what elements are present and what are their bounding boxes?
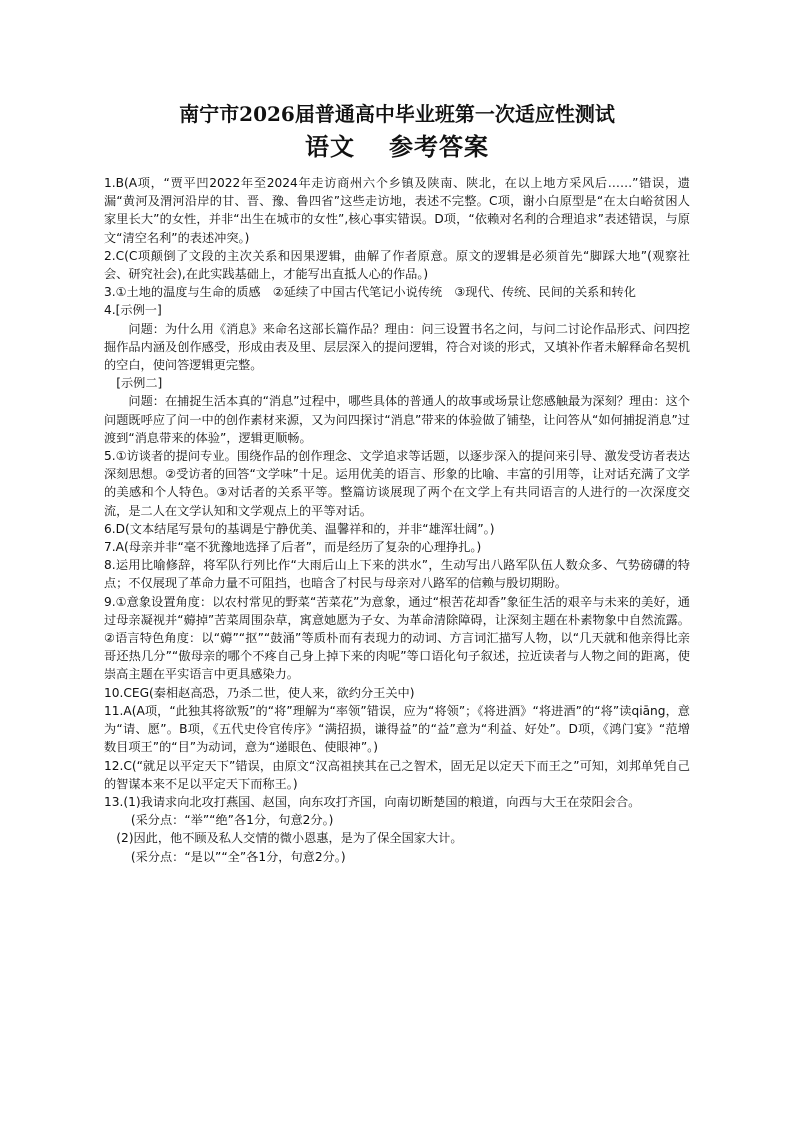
- answer-9: 9.①意象设置角度：以农村常见的野菜“苦菜花”为意象，通过“根苦花却香”象征生活的艰辛与未来的美好，通过母亲凝视并“薅掉”苦菜周围杂草，寓意她愿为子女、为革命清除障碍，让深刻主题在朴素物象中自然流露。②语言特色角度：以“薅”“抠”“鼓涌”等质朴而有表现力的动词、方言词汇描写人物，以“几天就和他亲得比亲哥还热几分”“傲母亲的哪个不疼自己身上掉下来的肉呢”等口语化句子叙述，拉近读者与人物之间的距离，使崇高主题在平实语言中更具感染力。: [104, 594, 690, 682]
- answer-key-label: 参考答案: [389, 132, 489, 161]
- answer-10: 10.CEG(秦相赵高恐，乃杀二世，使人来，欲约分王关中): [104, 685, 415, 700]
- answer-list: [104, 174, 690, 866]
- answer-12: 12.C(“就足以平定天下”错误，由原文“汉高祖挟其在己之智术，固无足以定天下而王之”可知，刘邦单凭自己的智谋本来不足以平定天下而称王。): [104, 758, 690, 791]
- answer-13-part-1: 13.(1)我请求向北攻打燕国、赵国，向东攻打齐国，向南切断楚国的粮道，向西与大王在荥阳会合。: [104, 794, 641, 809]
- answer-6: 6.D(文本结尾写景句的基调是宁静优美、温馨祥和的，并非“雄浑壮阔”。): [104, 521, 495, 536]
- answer-13-part-2-scoring: (采分点：“是以”“全”各1分，句意2分。): [130, 849, 346, 864]
- answer-8: 8.运用比喻修辞，将军队行列比作“大雨后山上下来的洪水”，生动写出八路军队伍人数众多、气势磅礴的特点；不仅展现了革命力量不可阻挡，也暗含了村民与母亲对八路军的信赖与殷切期盼。: [104, 558, 690, 591]
- answer-13-part-2: (2)因此，他不顾及私人交情的微小恩惠，是为了保全国家大计。: [116, 831, 463, 846]
- answer-2: 2.C(C项颠倒了文段的主次关系和因果逻辑，曲解了作者原意。原文的逻辑是必须首先“脚踩大地”(观察社会、研究社会),在此实践基础上，才能写出直抵人心的作品。): [104, 248, 690, 282]
- answer-4-example-1-label: 4.[示例一]: [104, 303, 162, 318]
- answer-7: 7.A(母亲并非“毫不犹豫地选择了后者”，而是经历了复杂的心理挣扎。): [104, 540, 482, 555]
- answer-13-part-1-scoring: (采分点：“举”“绝”各1分，句意2分。): [130, 813, 334, 828]
- answer-key-title: [104, 130, 690, 164]
- answer-4-example-1-text: 问题：为什么用《消息》来命名这部长篇作品？理由：问三设置书名之问，与问二讨论作品形式、问四挖掘作品内涵及创作感受，形成由表及里、层层深入的提问逻辑，符合对谈的形式，又填补作者未解释命名契机的空白，使问答逻辑更完整。: [104, 321, 690, 373]
- answer-5: 5.①访谈者的提问专业。围绕作品的创作理念、文学追求等话题，以逐步深入的提问来引导、激发受访者表达深刻思想。②受访者的回答“文学味”十足。运用优美的语言、形象的比喻、丰富的引用等，让对话充满了文学的美感和个人特色。③对话者的关系平等。整篇访谈展现了两个在文学上有共同语言的人进行的一次深度交流，是二人在文学认知和文学观点上的平等对话。: [104, 449, 690, 518]
- subject-name: 语文: [305, 132, 355, 161]
- answer-3: 3.①土地的温度与生命的质感 ②延续了中国古代笔记小说传统 ③现代、传统、民间的关系和转化: [104, 285, 636, 300]
- answer-4-example-2-text: 问题：在捕捉生活本真的“消息”过程中，哪些具体的普通人的故事或场景让您感触最为深刻？理由：这个问题既呼应了问一中的创作素材来源，又为问四探讨“消息”带来的体验做了铺垫，让问答从“如何捕捉消息”过渡到“消息带来的体验”，逻辑更顺畅。: [104, 394, 690, 445]
- answer-1: 1.B(A项，“贾平凹2022年至2024年走访商州六个乡镇及陕南、陕北，在以上地方采风后……”错误，遗漏“黄河及渭河沿岸的甘、晋、豫、鲁四省”这些走访地，表述不完整。C项，谢小白原型是“在太白峪贫困人家里长大”的女性，并非“出生在城市的女性”,核心事实错误。D项，“依赖对名利的合理追求”表述错误，与原文“清空名利”的表述冲突。): [104, 176, 690, 245]
- exam-title: 南宁市2026届普通高中毕业班第一次适应性测试: [179, 102, 615, 126]
- answer-4-example-2-label: [示例二]: [116, 376, 163, 391]
- answer-11: 11.A(A项，“此独其将欲叛”的“将”理解为“率领”错误，应为“将领”；《将进酒》“将进酒”的“将”读qiāng，意为“请、愿”。B项，《五代史伶官传序》“满招损，谦得益”的“益”意为“利益、好处”。D项，《鸿门宴》“范增数目项王”的“目”为动词，意为“递眼色、使眼神”。): [104, 703, 690, 755]
